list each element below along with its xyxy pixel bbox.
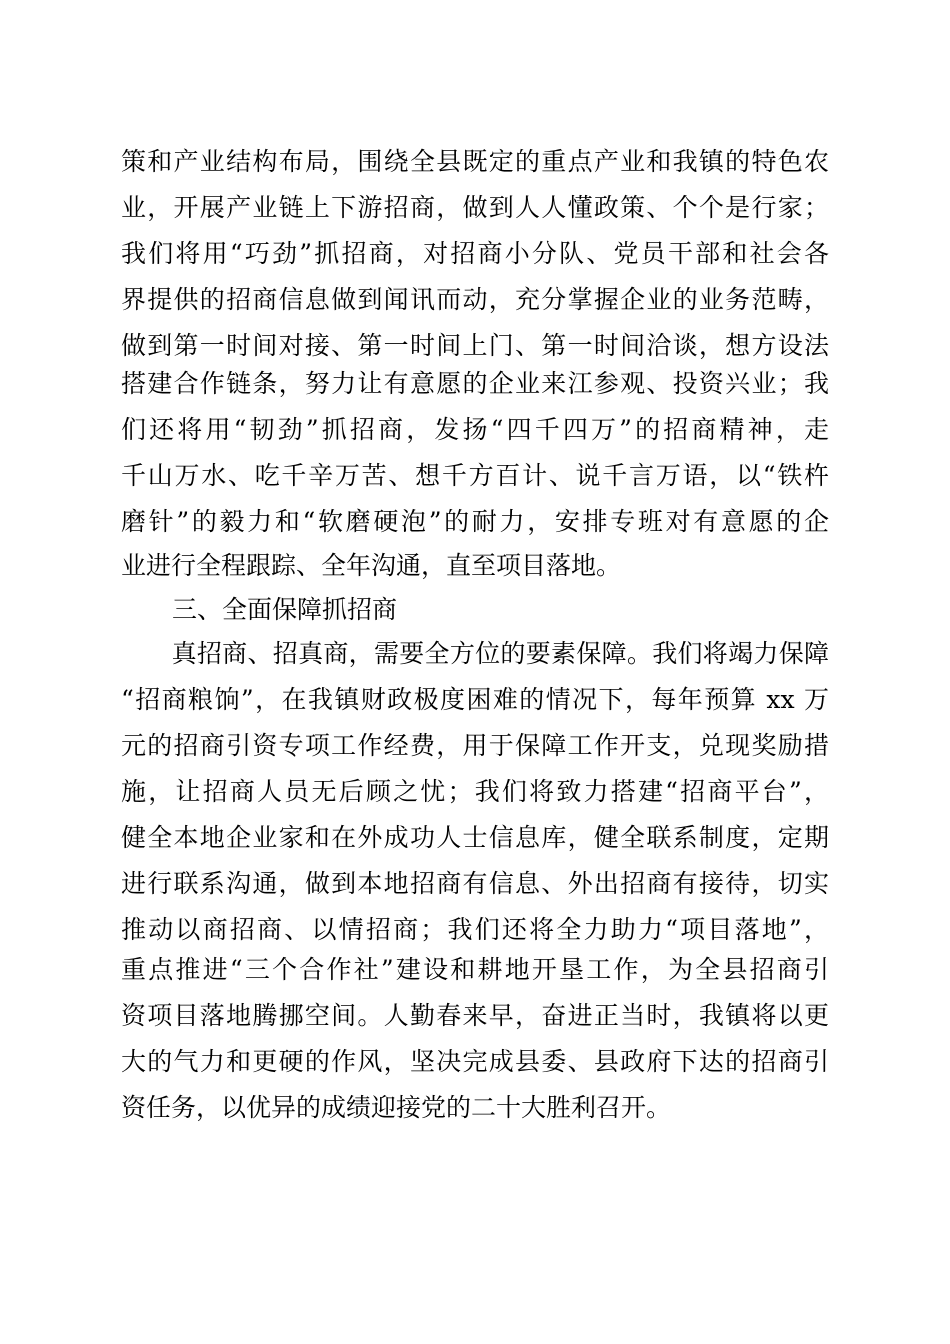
paragraph-1-line-5: 做到第一时间对接、第一时间上门、第一时间洽谈，想方设法 (121, 331, 829, 360)
section-3-line-7: 推动以商招商、以情招商；我们还将全力助力“项目落地”， (121, 915, 829, 944)
paragraph-1-line-9: 磨针”的毅力和“软磨硬泡”的耐力，安排专班对有意愿的企 (121, 507, 829, 536)
section-3-line-11: 资任务，以优异的成绩迎接党的二十大胜利召开。 (121, 1093, 672, 1122)
paragraph-1-line-4: 界提供的招商信息做到闻讯而动，充分掌握企业的业务范畴， (121, 285, 829, 314)
paragraph-1-line-1: 策和产业结构布局，围绕全县既定的重点产业和我镇的特色农 (121, 147, 829, 176)
section-3-line-1: 真招商、招真商，需要全方位的要素保障。我们将竭力保障 (121, 639, 829, 668)
section-3-line-6: 进行联系沟通，做到本地招商有信息、外出招商有接待，切实 (121, 869, 829, 898)
section-3-line-2: “招商粮饷”，在我镇财政极度困难的情况下，每年预算 xx 万 (121, 685, 829, 714)
section-3-line-10: 大的气力和更硬的作风，坚决完成县委、县政府下达的招商引 (121, 1047, 829, 1076)
section-3-line-9: 资项目落地腾挪空间。人勤春来早，奋进正当时，我镇将以更 (121, 1001, 829, 1030)
section-3-line-8: 重点推进“三个合作社”建设和耕地开垦工作，为全县招商引 (121, 955, 829, 984)
paragraph-1-line-10: 业进行全程跟踪、全年沟通，直至项目落地。 (121, 551, 622, 580)
section-3-line-5: 健全本地企业家和在外成功人士信息库，健全联系制度，定期 (121, 823, 829, 852)
paragraph-1-line-7: 们还将用“韧劲”抓招商，发扬“四千四万”的招商精神，走 (121, 415, 829, 444)
section-3-line-4: 施，让招商人员无后顾之忧；我们将致力搭建“招商平台”， (121, 777, 829, 806)
paragraph-1-line-3: 我们将用“巧劲”抓招商，对招商小分队、党员干部和社会各 (121, 239, 829, 268)
section-3-heading: 三、全面保障抓招商 (172, 595, 398, 624)
paragraph-1-line-2: 业，开展产业链上下游招商，做到人人懂政策、个个是行家； (121, 193, 829, 222)
section-3-line-3: 元的招商引资专项工作经费，用于保障工作开支，兑现奖励措 (121, 731, 829, 760)
paragraph-1-line-6: 搭建合作链条，努力让有意愿的企业来江参观、投资兴业；我 (121, 369, 829, 398)
paragraph-1-line-8: 千山万水、吃千辛万苦、想千方百计、说千言万语，以“铁杵 (121, 461, 829, 490)
